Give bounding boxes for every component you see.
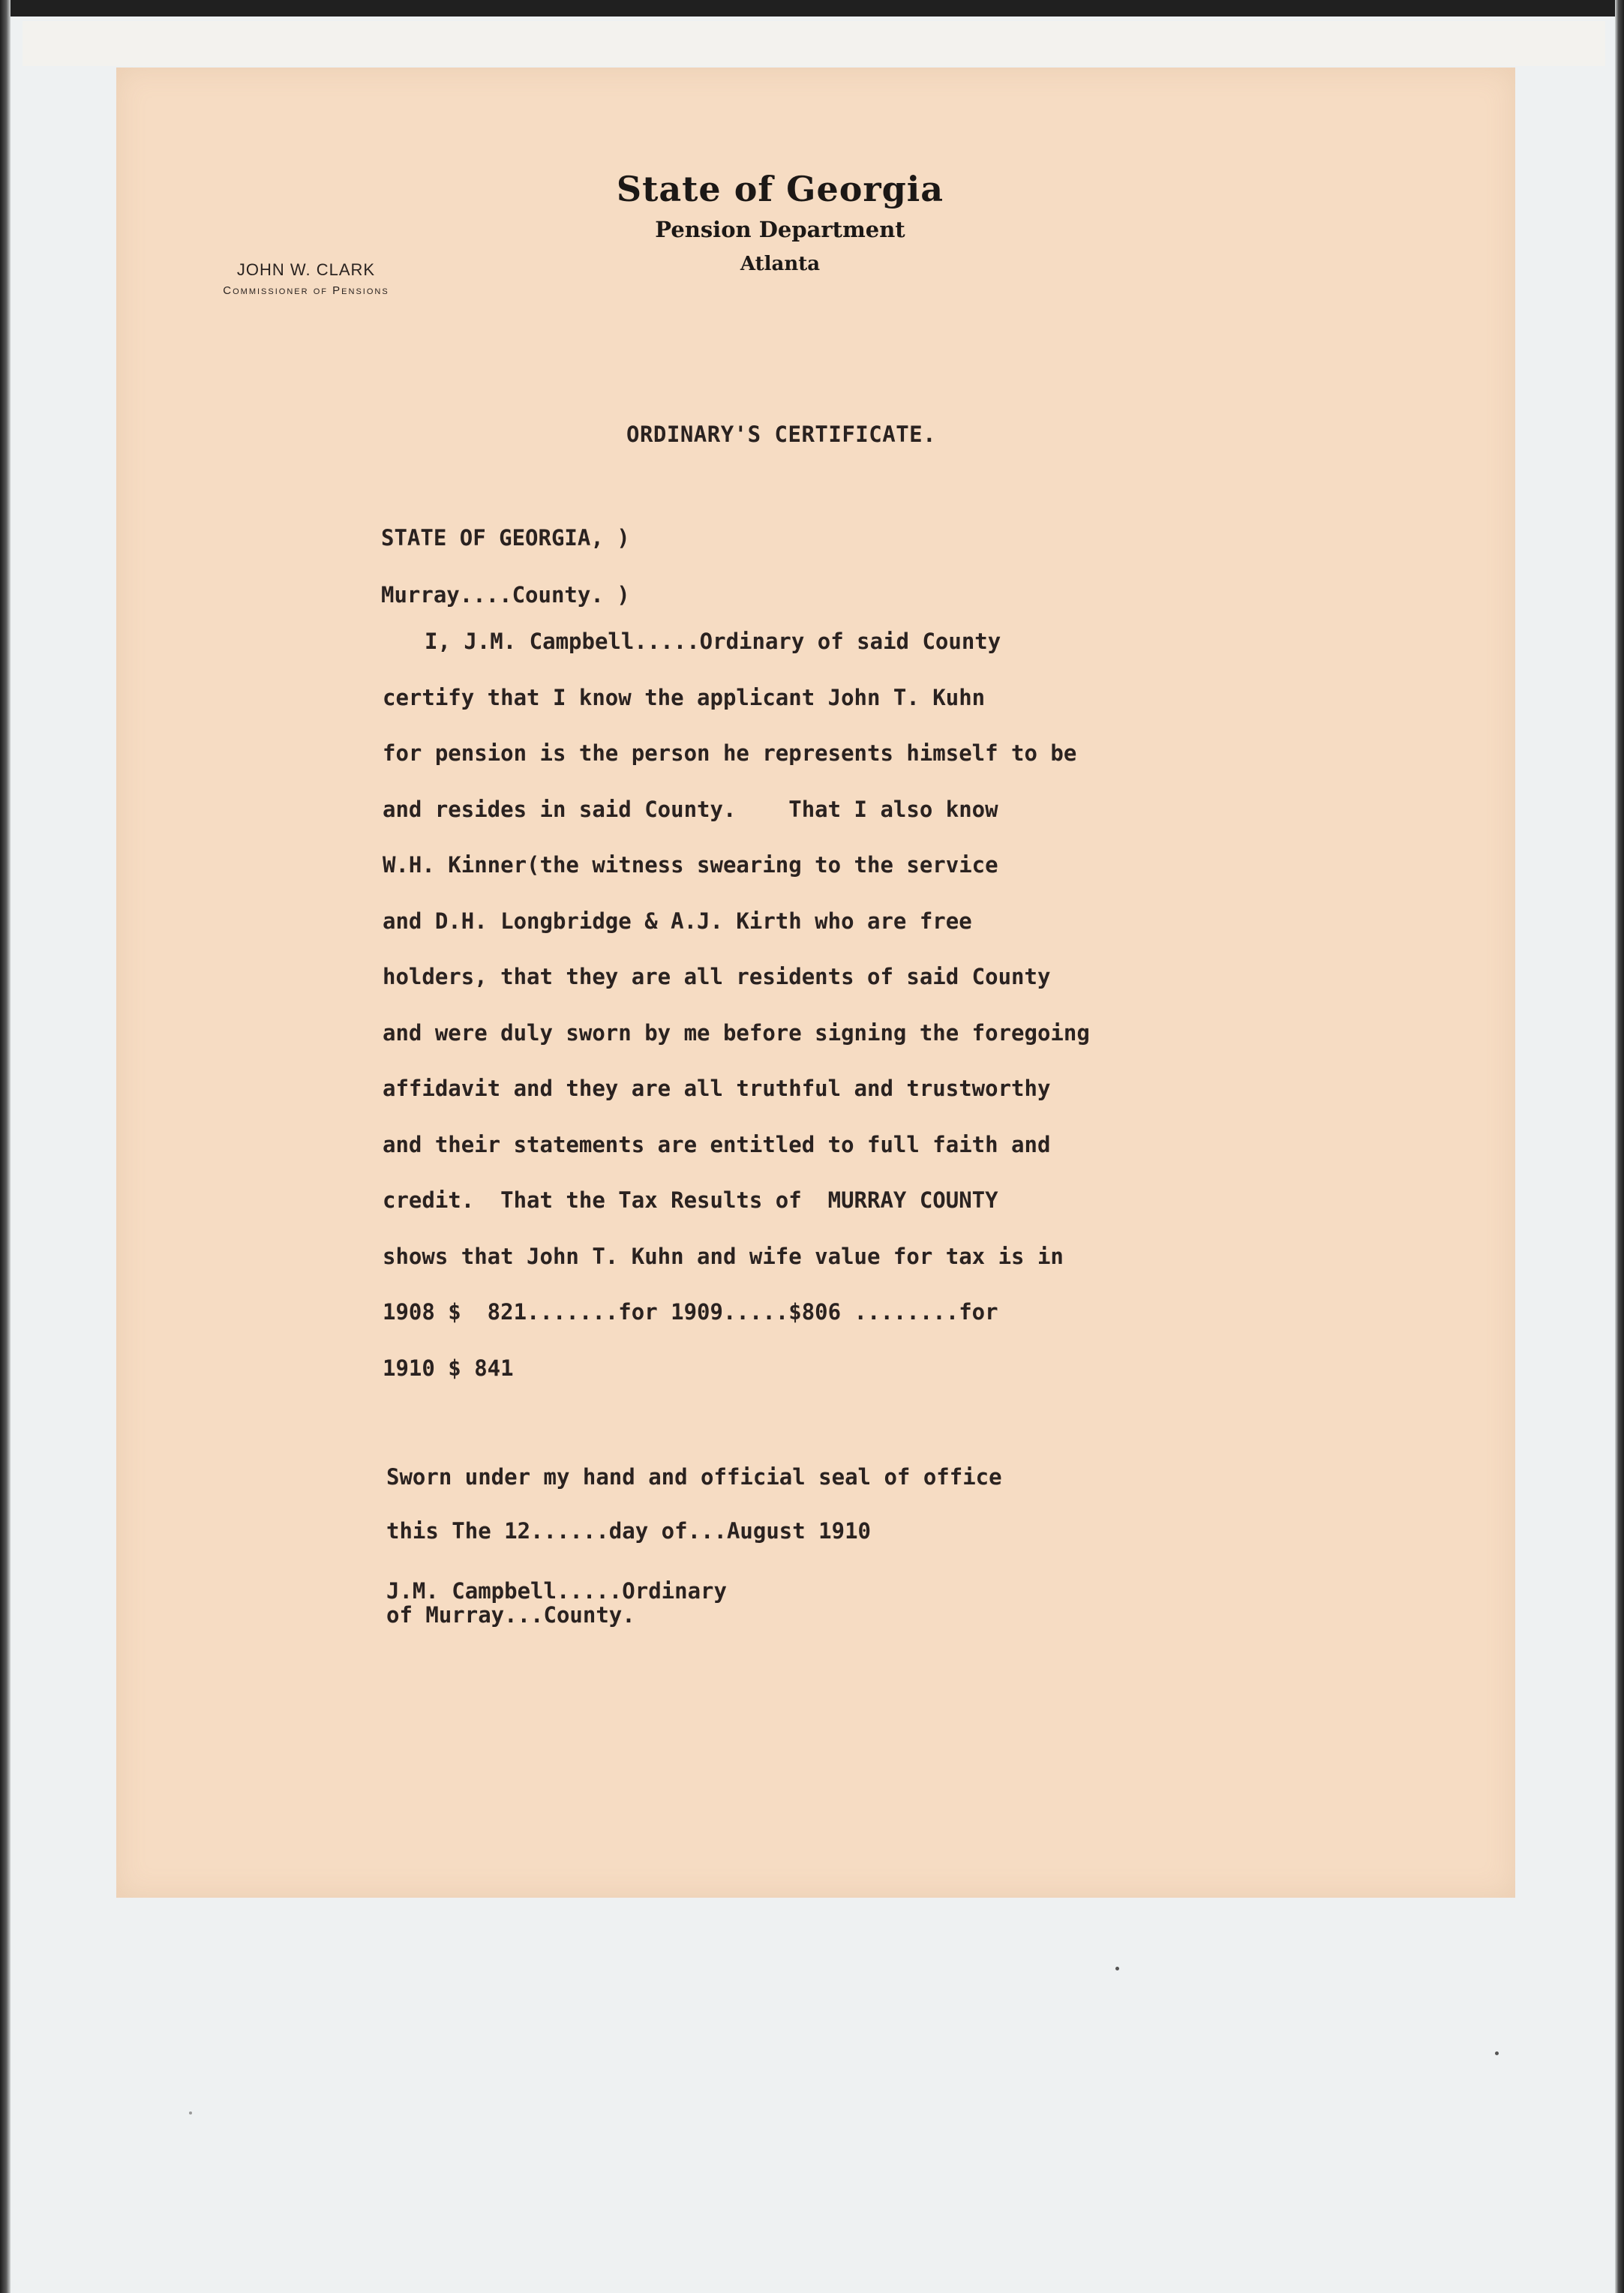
- body-line: and D.H. Longbridge & A.J. Kirth who are free: [383, 908, 972, 934]
- dust-speck: [1115, 1967, 1119, 1970]
- scanner-left-edge: [0, 0, 11, 2293]
- scanner-right-edge: [1615, 0, 1624, 2293]
- sworn-line: Sworn under my hand and official seal of office: [386, 1464, 1002, 1490]
- body-line: 1908 $ 821.......for 1909.....$806 ........for: [383, 1299, 998, 1325]
- certificate-body: [383, 629, 1090, 1411]
- certificate-title: ORDINARY'S CERTIFICATE.: [626, 422, 937, 447]
- sworn-date-line: this The 12......day of...August 1910: [386, 1518, 872, 1544]
- body-line: and were duly sworn by me before signing the foregoing: [383, 1019, 1090, 1046]
- scanner-top-edge: [0, 0, 1624, 17]
- sworn-statement: [386, 1464, 1002, 1572]
- dust-speck: [1495, 2051, 1499, 2055]
- body-line: shows that John T. Kuhn and wife value for tax is in: [383, 1243, 1064, 1269]
- body-line: and their statements are entitled to full faith and: [383, 1131, 1051, 1157]
- top-paper-strip: [23, 21, 1605, 66]
- body-line: 1910 $ 841: [383, 1355, 514, 1381]
- commissioner-name: JOHN W. CLARK: [236, 260, 376, 279]
- letterhead: [585, 169, 975, 275]
- body-line: certify that I know the applicant John T. Kuhn: [383, 684, 986, 710]
- body-line: affidavit and they are all truthful and trustworthy: [383, 1076, 1051, 1101]
- venue-county: Murray....County. ): [381, 582, 630, 608]
- signature-county: of Murray...County.: [386, 1602, 635, 1628]
- body-line: I, J.M. Campbell.....Ordinary of said County: [425, 629, 1001, 654]
- signature-block: [386, 1579, 727, 1627]
- letterhead-department: Pension Department: [655, 217, 905, 242]
- body-line: W.H. Kinner(the witness swearing to the service: [383, 852, 998, 878]
- signature-name: J.M. Campbell.....Ordinary: [386, 1578, 727, 1604]
- letterhead-state: State of Georgia: [616, 169, 944, 209]
- body-line: and resides in said County. That I also know: [383, 796, 998, 822]
- dust-speck: [189, 2111, 192, 2114]
- venue-state: STATE OF GEORGIA, ): [381, 525, 630, 551]
- body-line: credit. That the Tax Results of MURRAY COUNTY: [383, 1187, 998, 1213]
- commissioner-block: [186, 260, 426, 297]
- body-line: holders, that they are all residents of said County: [383, 964, 1051, 989]
- body-line: for pension is the person he represents himself to be: [383, 740, 1077, 766]
- venue-block: [381, 525, 630, 639]
- commissioner-title: Commissioner of Pensions: [223, 284, 389, 297]
- letterhead-city: Atlanta: [740, 253, 821, 275]
